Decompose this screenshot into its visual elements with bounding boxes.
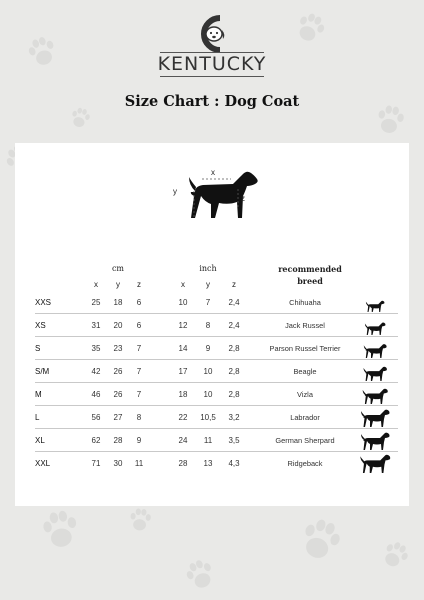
- cell-cm-z: 7: [136, 367, 142, 376]
- cell-cm-x: 46: [91, 390, 101, 399]
- col-cm-x: x: [94, 280, 98, 289]
- cell-size: L: [35, 413, 40, 422]
- col-cm-y: y: [116, 280, 120, 289]
- table-row: [35, 337, 398, 359]
- cell-in-z: 2,8: [228, 367, 240, 376]
- paw-print-icon: [380, 538, 412, 571]
- cell-in-y: 9: [205, 344, 211, 353]
- table-row: [35, 360, 398, 382]
- table-row: [35, 383, 398, 405]
- dog-silhouette-icon: [358, 291, 392, 313]
- cell-cm-z: 6: [136, 298, 142, 307]
- cell-cm-z: 6: [136, 321, 142, 330]
- cell-cm-z: 9: [136, 436, 142, 445]
- cell-in-y: 10: [203, 367, 213, 376]
- col-in-x: x: [181, 280, 185, 289]
- cell-cm-x: 71: [91, 459, 101, 468]
- paw-print-icon: [298, 515, 344, 563]
- paw-print-icon: [41, 509, 80, 550]
- cell-in-z: 2,4: [228, 321, 240, 330]
- cell-cm-x: 62: [91, 436, 101, 445]
- cell-cm-z: 8: [136, 413, 142, 422]
- cell-breed: Beagle: [293, 367, 317, 376]
- cell-in-x: 24: [178, 436, 188, 445]
- page-title: Size Chart : Dog Coat: [124, 93, 300, 110]
- cell-size: S: [35, 344, 41, 353]
- cell-in-x: 10: [178, 298, 188, 307]
- cell-cm-y: 26: [113, 367, 123, 376]
- cell-in-x: 14: [178, 344, 188, 353]
- cell-in-y: 13: [203, 459, 213, 468]
- cell-in-x: 22: [178, 413, 188, 422]
- size-chart-card: [15, 143, 409, 506]
- cell-cm-y: 27: [113, 413, 123, 422]
- dog-silhouette-icon: [358, 406, 392, 428]
- cell-cm-x: 56: [91, 413, 101, 422]
- cell-cm-y: 18: [113, 298, 123, 307]
- dog-silhouette-icon: [358, 314, 392, 336]
- recommended-header: recommended: [278, 264, 342, 274]
- table-row: [35, 452, 398, 474]
- brand-name: KENTUCKY: [157, 53, 267, 75]
- cell-in-x: 17: [178, 367, 188, 376]
- cell-cm-x: 42: [91, 367, 101, 376]
- breed-header: breed: [297, 276, 323, 286]
- cell-size: XL: [35, 436, 45, 445]
- cell-in-z: 2,8: [228, 390, 240, 399]
- cell-in-y: 7: [205, 298, 211, 307]
- cell-in-y: 8: [205, 321, 211, 330]
- col-cm-z: z: [137, 280, 141, 289]
- cell-in-y: 10: [203, 390, 213, 399]
- cell-breed: Ridgeback: [287, 459, 323, 468]
- cell-size: XXL: [35, 459, 51, 468]
- cell-in-z: 2,8: [228, 344, 240, 353]
- cell-size: S/M: [35, 367, 50, 376]
- col-in-y: y: [206, 280, 210, 289]
- paw-print-icon: [183, 557, 218, 592]
- cell-cm-y: 20: [113, 321, 123, 330]
- cell-breed: Chihuaha: [289, 298, 321, 307]
- cell-cm-y: 26: [113, 390, 123, 399]
- brand-logo: [0, 14, 424, 54]
- cell-size: XS: [35, 321, 46, 330]
- dog-silhouette-icon: [358, 383, 392, 405]
- cell-breed: Vizla: [297, 390, 313, 399]
- dog-silhouette-icon: [358, 360, 392, 382]
- cell-cm-z: 7: [136, 344, 142, 353]
- table-row: [35, 406, 398, 428]
- table-row: [35, 314, 398, 336]
- dog-silhouette-icon: [358, 337, 392, 359]
- cell-breed: Labrador: [290, 413, 320, 422]
- hero-label-y: y: [173, 187, 177, 196]
- hero-label-z: z: [241, 194, 245, 203]
- cell-in-y: 11: [203, 436, 213, 445]
- cell-cm-z: 11: [134, 459, 144, 468]
- cell-breed: Parson Russel Terrier: [269, 344, 341, 353]
- cell-cm-y: 30: [113, 459, 123, 468]
- cell-in-z: 3,5: [228, 436, 240, 445]
- cell-in-y: 10,5: [200, 413, 216, 422]
- table-row: [35, 291, 398, 313]
- cell-cm-z: 7: [136, 390, 142, 399]
- cell-in-x: 28: [178, 459, 188, 468]
- cell-cm-y: 28: [113, 436, 123, 445]
- cell-in-x: 12: [178, 321, 188, 330]
- cell-in-x: 18: [178, 390, 188, 399]
- col-in-z: z: [232, 280, 236, 289]
- cell-cm-x: 25: [91, 298, 101, 307]
- dog-silhouette-icon: [358, 429, 392, 451]
- paw-print-icon: [129, 508, 151, 531]
- table-row: [35, 429, 398, 451]
- inch-group-header: inch: [199, 264, 217, 273]
- cell-in-z: 2,4: [228, 298, 240, 307]
- cell-size: XXS: [35, 298, 52, 307]
- cell-in-z: 4,3: [228, 459, 240, 468]
- cell-breed: Jack Russel: [285, 321, 325, 330]
- brand-rule-bottom: [160, 76, 264, 77]
- cell-size: M: [35, 390, 42, 399]
- cell-cm-x: 31: [91, 321, 101, 330]
- kentucky-dog-logo-icon: [190, 14, 234, 54]
- hero-label-x: x: [211, 168, 215, 177]
- cell-breed: German Sherpard: [275, 436, 335, 445]
- cell-cm-y: 23: [113, 344, 123, 353]
- cm-group-header: cm: [111, 264, 125, 273]
- cell-in-z: 3,2: [228, 413, 240, 422]
- cell-cm-x: 35: [91, 344, 101, 353]
- dog-silhouette-icon: [358, 452, 392, 474]
